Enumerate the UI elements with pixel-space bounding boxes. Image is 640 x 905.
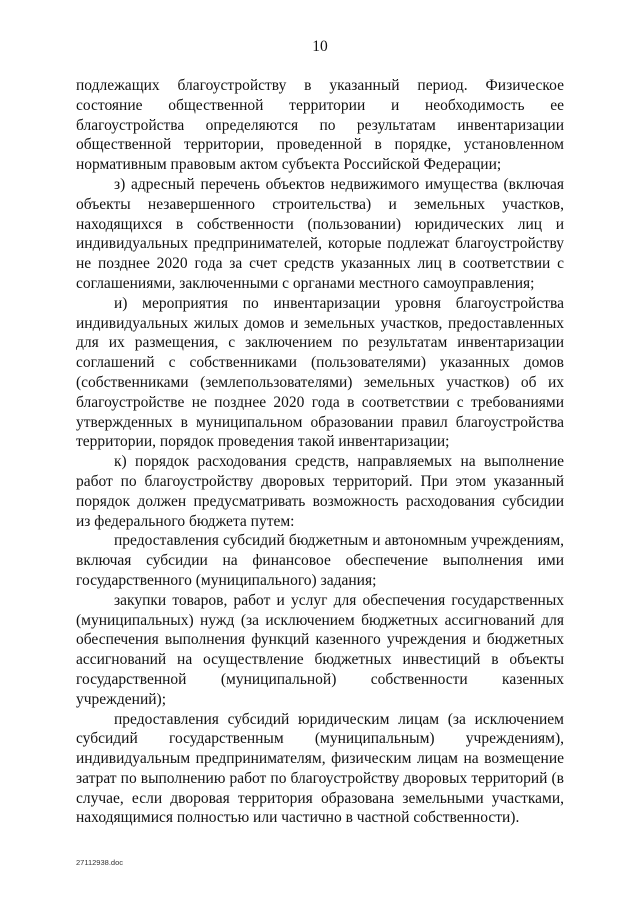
paragraph-procurement: закупки товаров, работ и услуг для обеспечения государственных (муниципальных) нужд (за исключением бюджетных ассигнований для обеспечения выполнения функций казенного учреждения и бюджетных ассигнований на осуществление бюджетных инвестиций в объекты государственной (муниципальной) собственности казенных учреждений); [76,591,564,708]
paragraph-item-z: з) адресный перечень объектов недвижимого имущества (включая объекты незавершенного строительства) и земельных участков, находящихся в собственности (пользовании) юридических лиц и индивидуальных предпринимателей, которые подлежат благоустройству не позднее 2020 года за счет средств указанных лиц в соответствии с соглашениями, заключенными с органами местного самоуправления; [76,175,564,292]
paragraph-subsidies-institutions: предоставления субсидий бюджетным и автономным учреждениям, включая субсидии на финансовое обеспечение выполнения ими государственного (муниципального) задания; [76,532,564,589]
paragraph-item-k: к) порядок расходования средств, направляемых на выполнение работ по благоустройству дворовых территорий. При этом указанный порядок должен предусматривать возможность расходования субсидии из федерального бюджета путем: [76,453,564,530]
page-number: 10 [312,38,328,55]
footer-filename: 27112938.doc [76,858,123,867]
document-body [76,76,564,828]
paragraph-subsidies-legal-entities: предоставления субсидий юридическим лицам (за исключением субсидий государственным (муниципальным) учреждениям), индивидуальным предпринимателям, физическим лицам на возмещение затрат по выполнению работ по благоустройству дворовых территорий (в случае, если дворовая территория образована земельными участками, находящимися полностью или частично в частной собственности). [76,710,564,827]
paragraph: подлежащих благоустройству в указанный период. Физическое состояние общественной территории и необходимость ее благоустройства определяются по результатам инвентаризации общественной территории, проведенной в порядке, установленном нормативным правовым актом субъекта Российской Федерации; [76,77,564,174]
paragraph-item-i: и) мероприятия по инвентаризации уровня благоустройства индивидуальных жилых домов и земельных участков, предоставленных для их размещения, с заключением по результатам инвентаризации соглашений с собственниками (пользователями) указанных домов (собственниками (землепользователями) земельных участков) об их благоустройстве не позднее 2020 года в соответствии с требованиями утвержденных в муниципальном образовании правил благоустройства территории, порядок проведения такой инвентаризации; [76,294,564,451]
